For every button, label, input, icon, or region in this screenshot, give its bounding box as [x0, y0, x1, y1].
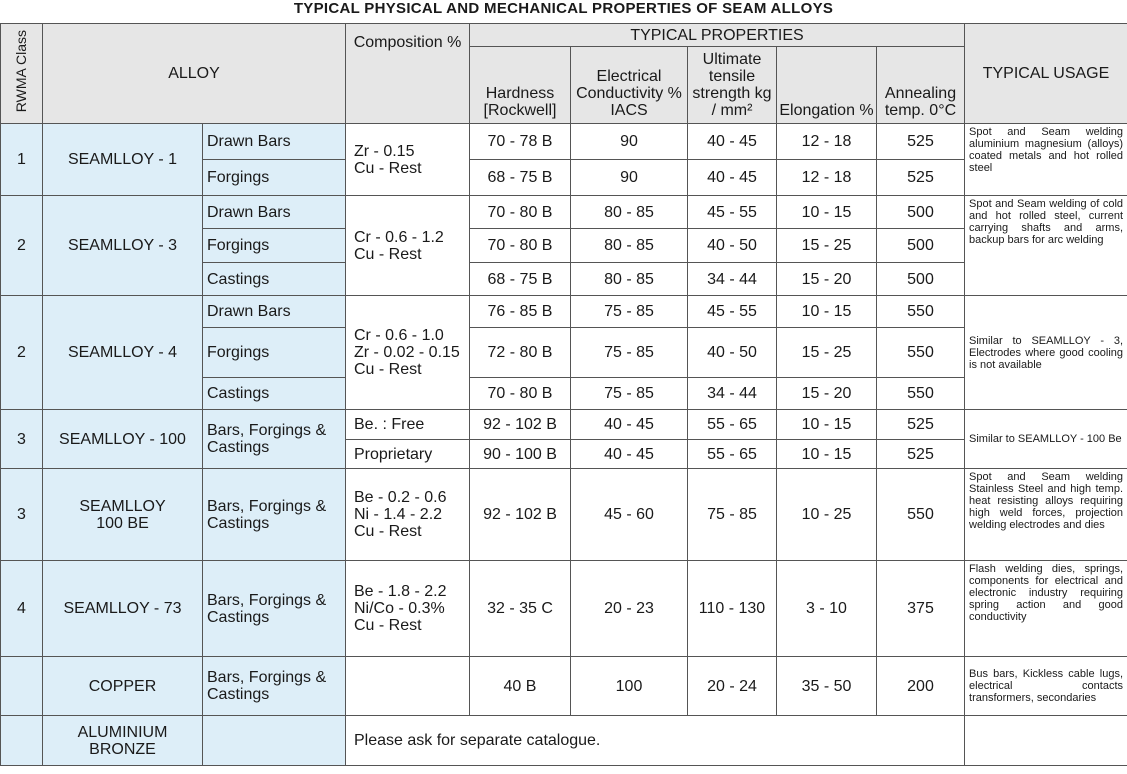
annealing-cell: 375	[877, 561, 965, 657]
annealing-cell: 550	[877, 469, 965, 561]
elongation-cell: 12 - 18	[777, 160, 877, 196]
rwma-class-cell: 1	[1, 124, 43, 196]
table-row	[1, 296, 1127, 328]
conductivity-cell: 90	[571, 124, 688, 160]
composition-cell: Cr - 0.6 - 1.2 Cu - Rest	[346, 196, 470, 296]
conductivity-cell: 100	[571, 657, 688, 716]
form-cell: Bars, Forgings & Castings	[203, 469, 346, 561]
annealing-cell: 500	[877, 229, 965, 263]
form-cell: Drawn Bars	[203, 196, 346, 229]
composition-cell: Be - 1.8 - 2.2 Ni/Co - 0.3% Cu - Rest	[346, 561, 470, 657]
alloy-name-cell: SEAMLLOY - 1	[43, 124, 203, 196]
annealing-cell: 550	[877, 378, 965, 410]
hardness-cell: 90 - 100 B	[470, 440, 571, 469]
elongation-cell: 15 - 20	[777, 378, 877, 410]
tensile-cell: 34 - 44	[688, 378, 777, 410]
conductivity-cell: 80 - 85	[571, 229, 688, 263]
alloy-name-cell: SEAMLLOY - 73	[43, 561, 203, 657]
table-row	[1, 657, 1127, 716]
tensile-cell: 40 - 45	[688, 160, 777, 196]
usage-cell	[965, 716, 1127, 766]
header-typical-usage: TYPICAL USAGE	[965, 24, 1127, 124]
hardness-cell: 70 - 80 B	[470, 378, 571, 410]
composition-cell: Zr - 0.15 Cu - Rest	[346, 124, 470, 196]
properties-table	[0, 23, 1127, 766]
header-composition: Composition %	[346, 24, 470, 124]
form-cell: Forgings	[203, 160, 346, 196]
usage-cell: Bus bars, Kickless cable lugs, electrical contacts transformers, secondaries	[965, 657, 1127, 716]
hardness-cell: 70 - 80 B	[470, 196, 571, 229]
annealing-cell: 500	[877, 263, 965, 296]
composition-cell: Be. : Free	[346, 410, 470, 440]
elongation-cell: 12 - 18	[777, 124, 877, 160]
elongation-cell: 15 - 20	[777, 263, 877, 296]
page-title: TYPICAL PHYSICAL AND MECHANICAL PROPERTIES OF SEAM ALLOYS	[293, 0, 834, 17]
alloy-name-cell: SEAMLLOY - 4	[43, 296, 203, 410]
form-cell: Bars, Forgings & Castings	[203, 561, 346, 657]
composition-cell: Cr - 0.6 - 1.0 Zr - 0.02 - 0.15 Cu - Rest	[346, 296, 470, 410]
annealing-cell: 525	[877, 160, 965, 196]
note-cell: Please ask for separate catalogue.	[346, 716, 965, 766]
usage-cell: Spot and Seam welding Stainless Steel and high temp. heat resisting alloys requiring high weld forces, projection welding electrodes and dies	[965, 469, 1127, 561]
composition-cell	[346, 657, 470, 716]
tensile-cell: 45 - 55	[688, 196, 777, 229]
hardness-cell: 92 - 102 B	[470, 410, 571, 440]
hardness-cell: 76 - 85 B	[470, 296, 571, 328]
table-row	[1, 124, 1127, 160]
composition-cell: Proprietary	[346, 440, 470, 469]
usage-cell: Flash welding dies, springs, components for electrical and electronic industry requiring spring action and good conductivity	[965, 561, 1127, 657]
usage-cell: Spot and Seam welding aluminium magnesium (alloys) coated metals and hot rolled steel	[965, 124, 1127, 196]
rwma-class-cell	[1, 657, 43, 716]
header-annealing: Annealing temp. 0°C	[877, 47, 965, 124]
header-alloy: ALLOY	[43, 24, 346, 124]
table-row	[1, 410, 1127, 440]
usage-cell: Spot and Seam welding of cold and hot rolled steel, current carrying shafts and arms, backup bars for arc welding	[965, 196, 1127, 296]
alloy-name-cell: SEAMLLOY - 100	[43, 410, 203, 469]
form-cell: Drawn Bars	[203, 124, 346, 160]
usage-cell: Similar to SEAMLLOY - 3, Electrodes where good cooling is not available	[965, 296, 1127, 410]
elongation-cell: 10 - 15	[777, 410, 877, 440]
form-cell: Forgings	[203, 328, 346, 378]
elongation-cell: 10 - 15	[777, 296, 877, 328]
elongation-cell: 3 - 10	[777, 561, 877, 657]
header-tensile: Ultimate tensile strength kg / mm²	[688, 47, 777, 124]
conductivity-cell: 90	[571, 160, 688, 196]
annealing-cell: 550	[877, 328, 965, 378]
elongation-cell: 10 - 25	[777, 469, 877, 561]
annealing-cell: 525	[877, 410, 965, 440]
form-cell: Castings	[203, 378, 346, 410]
hardness-cell: 70 - 78 B	[470, 124, 571, 160]
elongation-cell: 15 - 25	[777, 229, 877, 263]
hardness-cell: 40 B	[470, 657, 571, 716]
header-typical-properties: TYPICAL PROPERTIES	[470, 24, 965, 47]
header-hardness: Hardness [Rockwell]	[470, 47, 571, 124]
tensile-cell: 20 - 24	[688, 657, 777, 716]
usage-cell: Similar to SEAMLLOY - 100 Be	[965, 410, 1127, 469]
elongation-cell: 35 - 50	[777, 657, 877, 716]
conductivity-cell: 45 - 60	[571, 469, 688, 561]
header-conductivity: Electrical Conductivity % IACS	[571, 47, 688, 124]
conductivity-cell: 40 - 45	[571, 440, 688, 469]
tensile-cell: 45 - 55	[688, 296, 777, 328]
hardness-cell: 32 - 35 C	[470, 561, 571, 657]
elongation-cell: 10 - 15	[777, 440, 877, 469]
annealing-cell: 525	[877, 124, 965, 160]
tensile-cell: 55 - 65	[688, 410, 777, 440]
table-row	[1, 196, 1127, 229]
annealing-cell: 500	[877, 196, 965, 229]
tensile-cell: 55 - 65	[688, 440, 777, 469]
table-row	[1, 469, 1127, 561]
form-cell: Bars, Forgings & Castings	[203, 410, 346, 469]
elongation-cell: 10 - 15	[777, 196, 877, 229]
conductivity-cell: 40 - 45	[571, 410, 688, 440]
composition-cell: Be - 0.2 - 0.6 Ni - 1.4 - 2.2 Cu - Rest	[346, 469, 470, 561]
hardness-cell: 92 - 102 B	[470, 469, 571, 561]
table-row	[1, 716, 1127, 766]
form-cell	[203, 716, 346, 766]
alloy-name-cell: ALUMINIUM BRONZE	[43, 716, 203, 766]
form-cell: Bars, Forgings & Castings	[203, 657, 346, 716]
tensile-cell: 34 - 44	[688, 263, 777, 296]
form-cell: Forgings	[203, 229, 346, 263]
elongation-cell: 15 - 25	[777, 328, 877, 378]
rwma-class-cell: 2	[1, 196, 43, 296]
tensile-cell: 40 - 45	[688, 124, 777, 160]
conductivity-cell: 75 - 85	[571, 328, 688, 378]
tensile-cell: 75 - 85	[688, 469, 777, 561]
annealing-cell: 525	[877, 440, 965, 469]
annealing-cell: 550	[877, 296, 965, 328]
form-cell: Drawn Bars	[203, 296, 346, 328]
conductivity-cell: 20 - 23	[571, 561, 688, 657]
conductivity-cell: 75 - 85	[571, 296, 688, 328]
hardness-cell: 72 - 80 B	[470, 328, 571, 378]
tensile-cell: 110 - 130	[688, 561, 777, 657]
tensile-cell: 40 - 50	[688, 229, 777, 263]
rwma-class-cell: 2	[1, 296, 43, 410]
header-rwma-class: RWMA Class	[1, 24, 43, 124]
rwma-class-cell: 4	[1, 561, 43, 657]
form-cell: Castings	[203, 263, 346, 296]
conductivity-cell: 75 - 85	[571, 378, 688, 410]
rwma-class-cell: 3	[1, 410, 43, 469]
header-elongation: Elongation %	[777, 47, 877, 124]
alloy-name-cell: COPPER	[43, 657, 203, 716]
tensile-cell: 40 - 50	[688, 328, 777, 378]
annealing-cell: 200	[877, 657, 965, 716]
hardness-cell: 70 - 80 B	[470, 229, 571, 263]
hardness-cell: 68 - 75 B	[470, 160, 571, 196]
conductivity-cell: 80 - 85	[571, 196, 688, 229]
rwma-class-cell: 3	[1, 469, 43, 561]
rwma-class-cell	[1, 716, 43, 766]
alloy-name-cell: SEAMLLOY - 3	[43, 196, 203, 296]
hardness-cell: 68 - 75 B	[470, 263, 571, 296]
alloy-name-cell: SEAMLLOY 100 BE	[43, 469, 203, 561]
conductivity-cell: 80 - 85	[571, 263, 688, 296]
table-row	[1, 561, 1127, 657]
